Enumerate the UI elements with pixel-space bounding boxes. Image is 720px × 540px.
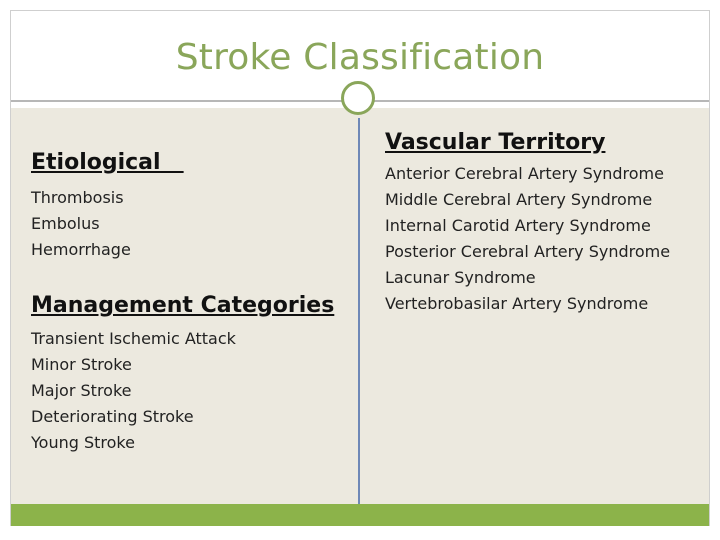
list-item: Embolus [31,214,100,233]
management-list [31,326,351,456]
list-item: Major Stroke [31,381,132,400]
slide-title: Stroke Classification [175,37,545,78]
list-item: Deteriorating Stroke [31,407,194,426]
list-item: Lacunar Syndrome [385,268,536,287]
list-item: Transient Ischemic Attack [31,329,236,348]
column-divider [358,118,360,504]
list-item: Thrombosis [31,188,124,207]
vascular-list [385,161,705,317]
vascular-heading: Vascular Territory [385,130,606,155]
list-item: Anterior Cerebral Artery Syndrome [385,164,664,183]
etiological-heading [31,150,351,175]
list-item: Minor Stroke [31,355,132,374]
etiological-list [31,185,351,263]
list-item: Internal Carotid Artery Syndrome [385,216,651,235]
left-column [31,150,351,456]
list-item: Posterior Cerebral Artery Syndrome [385,242,671,261]
list-item: Middle Cerebral Artery Syndrome [385,190,653,209]
right-column [385,130,705,317]
management-heading: Management Categories [31,293,335,318]
circle-ornament-icon [341,81,375,115]
etiological-heading-text: Etiological [31,150,161,175]
list-item: Young Stroke [31,433,135,452]
list-item: Hemorrhage [31,240,131,259]
etiological-heading-underline [161,150,184,175]
list-item: Vertebrobasilar Artery Syndrome [385,294,649,313]
bottom-band [11,504,709,526]
